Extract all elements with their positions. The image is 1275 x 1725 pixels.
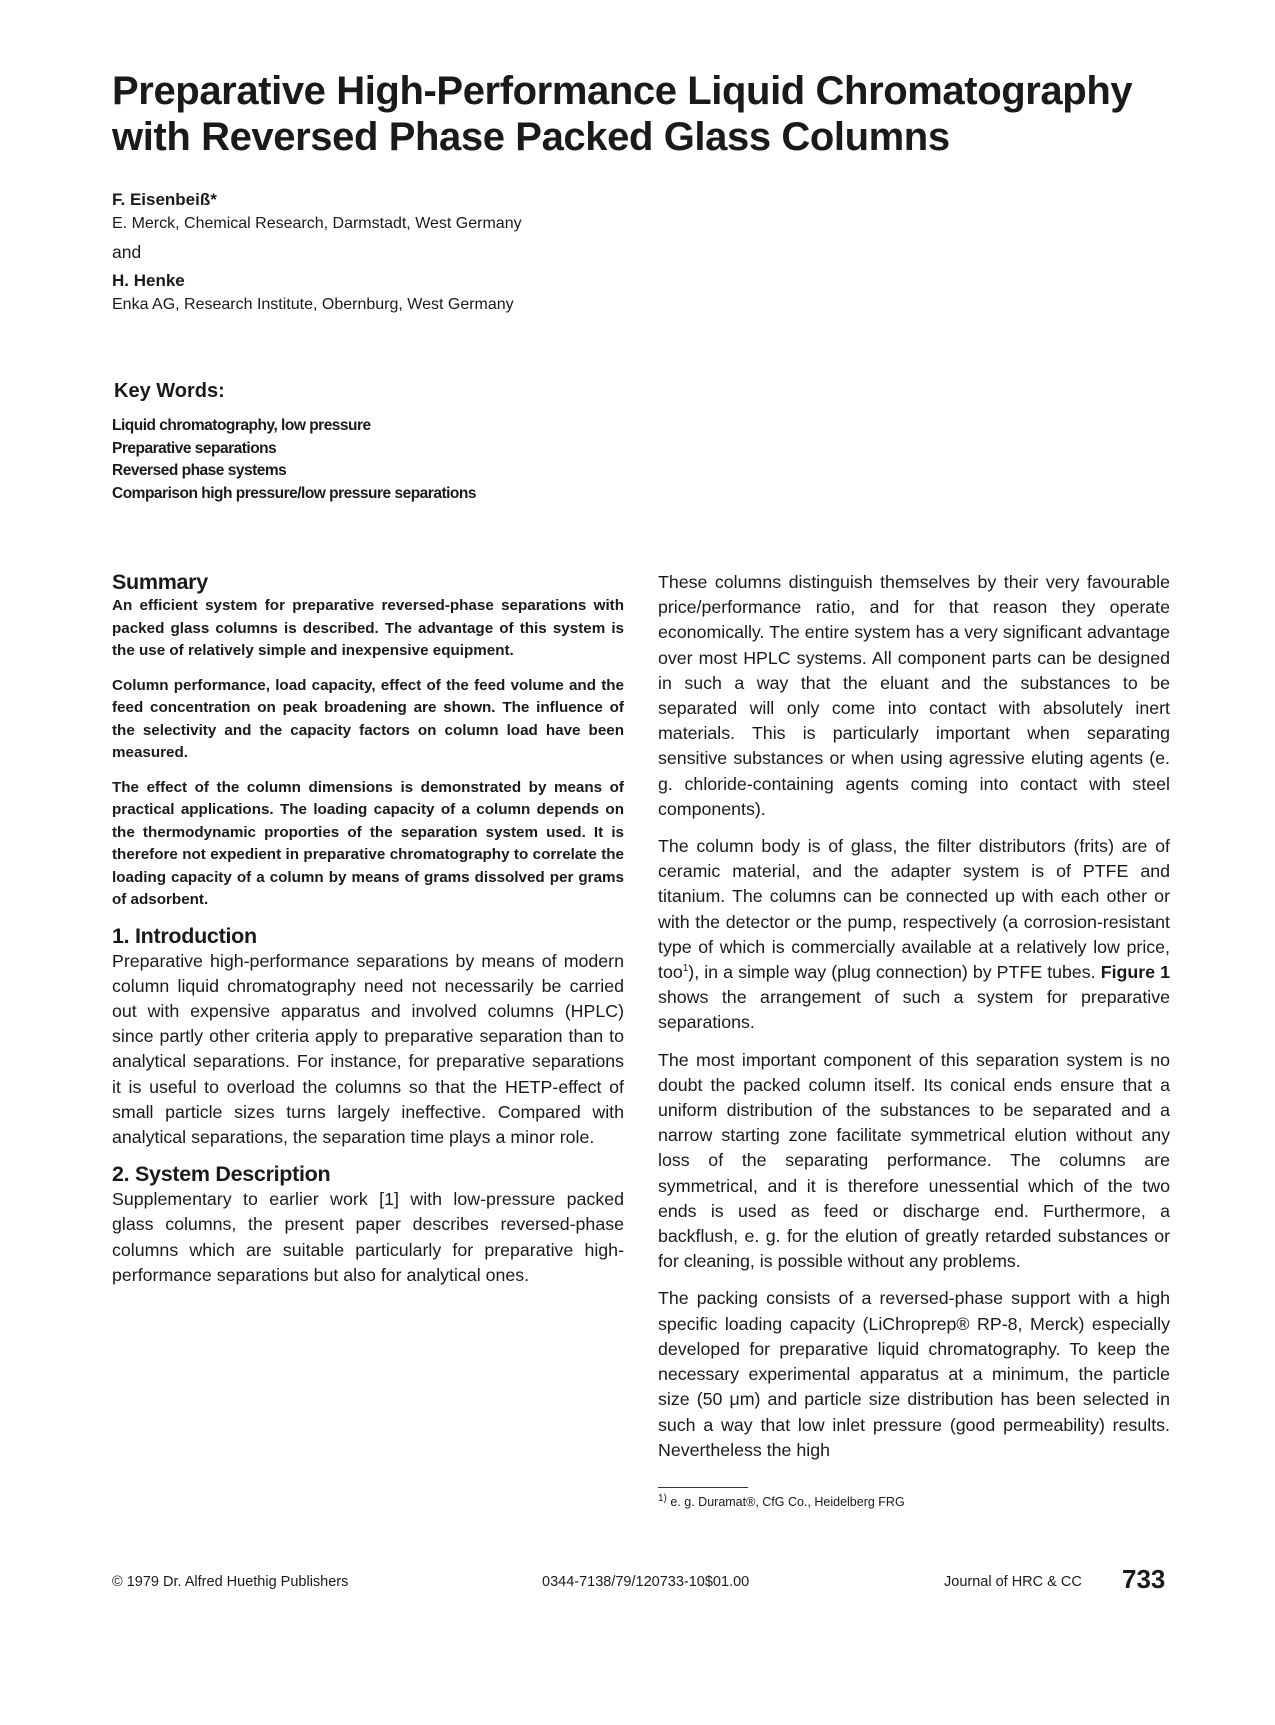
left-column <box>112 570 624 1300</box>
figure-reference: Figure 1 <box>1100 962 1170 983</box>
body-paragraph: Preparative high-performance separations by means of modern column liquid chromatography need not necessarily be carried out with expensive apparatus and involved columns (HPLC) since partly other criteria apply to preparative separation than to analytical separations. For instance, for preparative separations it is useful to overload the columns so that the HETP-effect of small particle sizes turns largely ineffective. Compared with analytical separations, the separation time plays a minor role. <box>112 950 624 1147</box>
author-affiliation-2: Enka AG, Research Institute, Obernburg, West Germany <box>112 296 514 313</box>
introduction-heading: 1. Introduction <box>112 923 257 948</box>
author-block <box>112 188 812 317</box>
footnote <box>658 1494 1170 1510</box>
author-conjunction: and <box>112 242 142 262</box>
summary-paragraph: The effect of the column dimensions is demonstrated by means of practical applications. The loading capacity of a column depends on the thermodynamic proporties of the separation system used. It is therefore not expedient in preparative chromatography to correlate the loading capacity of a column by means of grams dissolved per grams of adsorbent. <box>112 778 624 908</box>
article-title: Preparative High-Performance Liquid Chromatography with Reversed Phase Packed Glass Columns <box>112 69 1133 159</box>
body-paragraph: These columns distinguish themselves by their very favourable price/performance ratio, and for that reason they operate economically. The entire system has a very significant advantage over most HPLC systems. All component parts can be designed in such a way that the eluant and the substances to be separated will only come into contact with absolutely inert materials. This is particularly important when separating sensitive substances or when using agressive eluting agents (e. g. chloride-containing agents coming into contact with steel components). <box>658 572 1170 819</box>
keyword-item: Liquid chromatography, low pressure <box>112 417 371 434</box>
system-description-heading: 2. System Description <box>112 1162 331 1187</box>
body-text: shows the arrangement of such a system for preparative separations. <box>658 987 1170 1033</box>
summary-paragraph: An efficient system for preparative reversed-phase separations with packed glass columns is described. The advantage of this system is the use of relatively simple and inexpensive equipment. <box>112 597 624 659</box>
keywords-block <box>112 380 672 505</box>
keywords-list <box>112 415 672 505</box>
author-name-2: H. Henke <box>112 271 185 290</box>
keyword-item: Reversed phase systems <box>112 462 287 479</box>
summary-paragraph: Column performance, load capacity, effect of the feed volume and the feed concentration on peak broadening are shown. The influence of the selectivity and the capacity factors on column load have been measured. <box>112 676 624 761</box>
body-paragraph: The packing consists of a reversed-phase support with a high specific loading capacity (LiChroprep® RP-8, Merck) especially developed for preparative liquid chromatography. To keep the necessary experimental apparatus at a minimum, the particle size (50 μm) and particle size distribution has been selected in such a way that low inlet pressure (good permeability) results. Nevertheless the high <box>658 1288 1170 1460</box>
footnote-text: e. g. Duramat®, CfG Co., Heidelberg FRG <box>666 1494 905 1509</box>
keywords-heading: Key Words: <box>114 380 225 402</box>
body-text: ), in a simple way (plug connection) by PTFE tubes. <box>688 962 1101 983</box>
page-footer <box>112 1564 1172 1600</box>
body-text: The column body is of glass, the filter distributors (frits) are of ceramic material, and the adapter system is of PTFE and titanium. The columns can be connected up with each other or with the detector or the pump, respectively (a corrosion-resistant type of which is commercially available at a relatively low price, too <box>658 836 1170 983</box>
body-paragraph: The most important component of this separation system is no doubt the packed column itself. Its conical ends ensure that a uniform distribution of the substances to be separated and a narrow starting zone facilitate symmetrical elution without any loss of the separating performance. The columns are symmetrical, and it is therefore unessential which of the two ends is used as feed or discharge end. Furthermore, a backflush, e. g. for the elution of greatly retarded substances or for cleaning, is possible without any problems. <box>658 1049 1170 1272</box>
body-paragraph: Supplementary to earlier work [1] with low-pressure packed glass columns, the present paper describes reversed-phase columns which are suitable particularly for preparative high-performance separations but also for analytical ones. <box>112 1189 624 1285</box>
right-column <box>658 570 1170 1510</box>
journal-name: Journal of HRC & CC <box>944 1574 1082 1590</box>
footnote-marker: 1) <box>658 1492 667 1504</box>
keyword-item: Preparative separations <box>112 439 277 457</box>
copyright-notice: © 1979 Dr. Alfred Huethig Publishers <box>112 1574 349 1590</box>
summary-section <box>112 570 624 912</box>
page-number: 733 <box>1122 1564 1166 1594</box>
author-name-1: F. Eisenbeiß* <box>112 190 217 209</box>
footnote-divider <box>658 1487 748 1488</box>
introduction-section <box>112 924 624 1151</box>
summary-heading: Summary <box>112 570 208 594</box>
issn-code: 0344-7138/79/120733-10$01.00 <box>542 1574 750 1590</box>
keyword-item: Comparison high pressure/low pressure separations <box>112 484 476 502</box>
body-paragraph <box>658 834 1170 1036</box>
author-affiliation-1: E. Merck, Chemical Research, Darmstadt, West Germany <box>112 215 522 232</box>
footnote-reference: 1 <box>682 963 689 975</box>
system-description-section <box>112 1162 624 1288</box>
